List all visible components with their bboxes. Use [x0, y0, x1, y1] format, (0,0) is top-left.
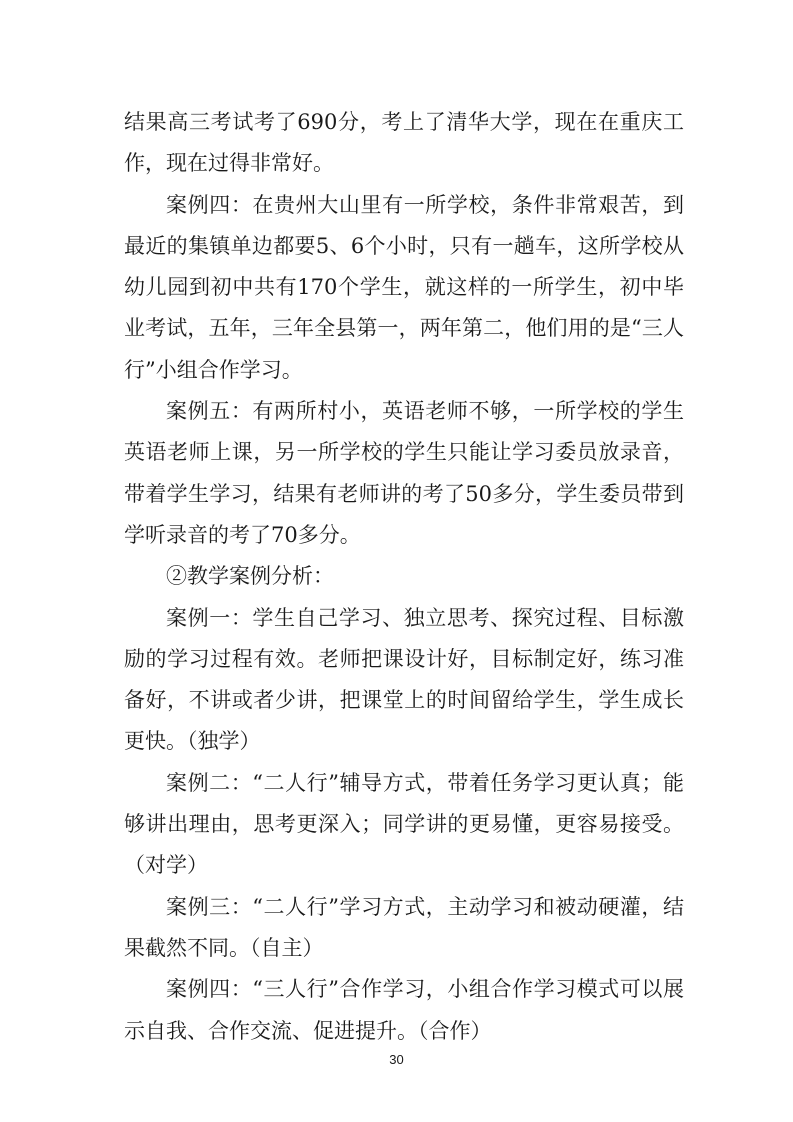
section-heading-case-analysis: ②教学案例分析：	[166, 564, 334, 589]
paragraph-case-five: 案例五：有两所村小，英语老师不够，一所学校的学生英语老师上课，另一所学校的学生只能让学习委员放录音，带着学生学习，结果有老师讲的考了50多分，学生委员带到学听录音的考了70多分。	[124, 399, 684, 547]
paragraph-analysis-case-two: 案例二：“二人行”辅导方式，带着任务学习更认真；能够讲出理由，思考更深入；同学讲的更易懂，更容易接受。（对学）	[124, 770, 684, 878]
paragraph-analysis-case-three: 案例三：“二人行”学习方式，主动学习和被动硬灌，结果截然不同。（自主）	[124, 894, 684, 960]
page-number: 30	[389, 1052, 404, 1067]
paragraph-analysis-case-one: 案例一：学生自己学习、独立思考、探究过程、目标激励的学习过程有效。老师把课设计好，目标制定好，练习准备好，不讲或者少讲，把课堂上的时间留给学生，学生成长更快。（独学）	[124, 605, 684, 754]
page-body	[124, 102, 684, 1052]
paragraph-case-four: 案例四：在贵州大山里有一所学校，条件非常艰苦，到最近的集镇单边都要5、6个小时，只有一趟车，这所学校从幼儿园到初中共有170个学生，就这样的一所学生，初中毕业考试，五年，三年全县第一，两年第二，他们用的是“三人行”小组合作学习。	[124, 192, 684, 382]
paragraph-continuation: 结果高三考试考了690分，考上了清华大学，现在在重庆工作，现在过得非常好。	[124, 110, 684, 176]
paragraph-analysis-case-four: 案例四：“三人行”合作学习，小组合作学习模式可以展示自我、合作交流、促进提升。（合作）	[124, 977, 684, 1043]
